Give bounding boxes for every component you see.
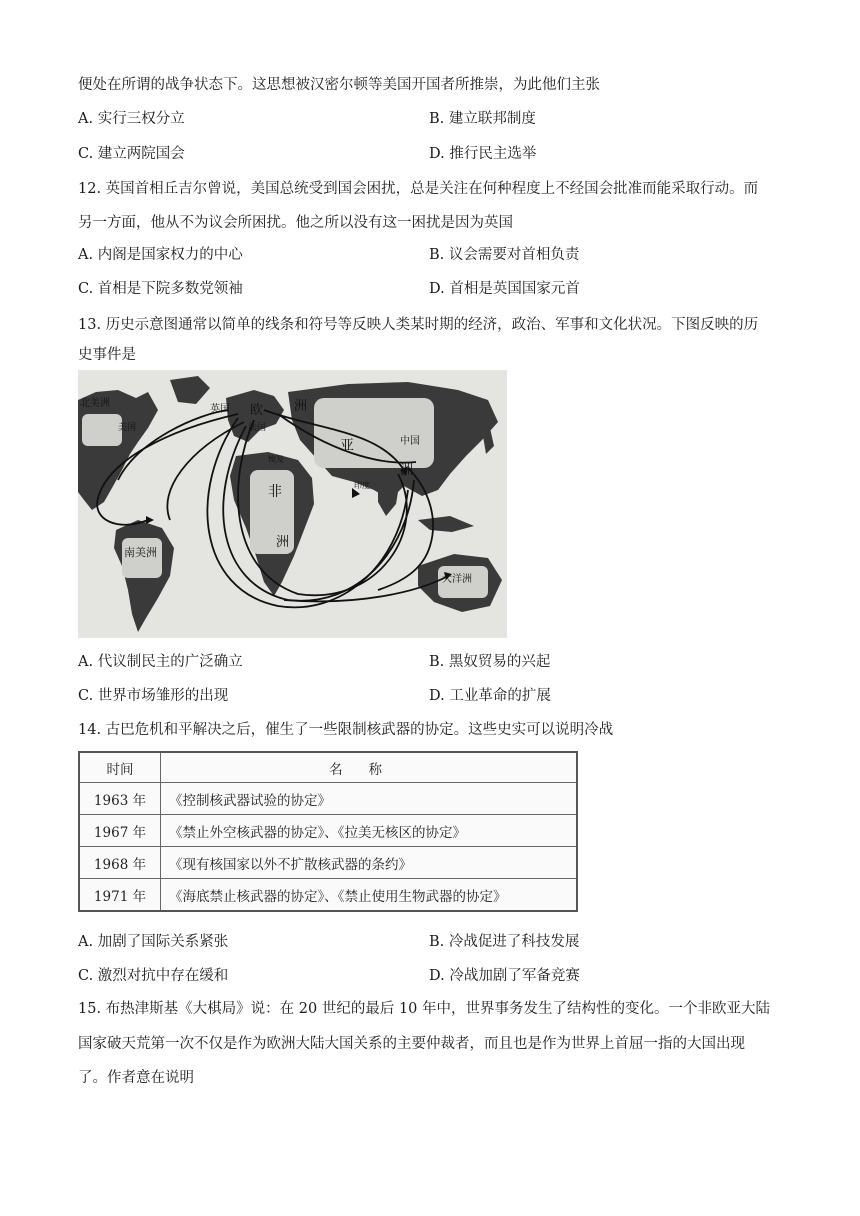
q15-stem-line-2: 国家破天荒第一次不仅是作为欧洲大陆大国关系的主要仲裁者，而且也是作为世界上首屈一指的大国出现 [78,1036,745,1052]
q15-stem-line-3: 了。作者意在说明 [78,1070,194,1086]
q11-options-row-2 [78,142,798,162]
q11-stem-tail: 便处在所谓的战争状态下。这思想被汉密尔顿等美国开国者所推崇，为此他们主张 [78,77,600,93]
label-asia-2: 洲 [400,463,414,478]
header-name: 名称 [161,752,578,783]
row-name: 《海底禁止核武器的协定》、《禁止使用生物武器的协定》 [161,879,578,912]
q14-option-c[interactable]: C. 激烈对抗中存在缓和 [78,968,229,984]
q11-options-row-1 [78,107,798,127]
q11-option-c[interactable]: C. 建立两院国会 [78,146,185,162]
q14-option-b[interactable]: B. 冷战促进了科技发展 [429,934,580,950]
q12-stem-line-2: 另一方面，他从不为议会所困扰。他之所以没有这一困扰是因为英国 [78,215,513,231]
q13-option-a[interactable]: A. 代议制民主的广泛确立 [78,654,243,670]
q11-option-b[interactable]: B. 建立联邦制度 [429,111,536,127]
label-africa-2: 洲 [276,535,290,550]
treaty-table [78,751,578,912]
q12-option-d[interactable]: D. 首相是英国国家元首 [429,281,580,297]
row-year: 1968 年 [79,847,161,879]
label-asia-1: 亚 [340,438,354,454]
q13-option-d[interactable]: D. 工业革命的扩展 [429,688,551,704]
q12-option-a[interactable]: A. 内阁是国家权力的中心 [78,247,243,263]
q14-option-d[interactable]: D. 冷战加剧了军备竞赛 [429,968,580,984]
q14-option-a[interactable]: A. 加剧了国际关系紧张 [78,934,229,950]
label-europe-1: 欧 [250,403,264,418]
q12-option-c[interactable]: C. 首相是下院多数党领袖 [78,281,243,297]
q11-option-d[interactable]: D. 推行民主选举 [429,146,537,162]
q14-options-row-1 [78,930,798,950]
label-us: 美国 [118,423,137,433]
q13-option-b[interactable]: B. 黑奴贸易的兴起 [429,654,551,670]
north-america-highlight [82,414,122,446]
trade-route-map [78,370,507,638]
q13-option-c[interactable]: C. 世界市场雏形的出现 [78,688,229,704]
row-name: 《控制核武器试验的协定》 [161,783,578,815]
q14-options-row-2 [78,964,798,984]
label-egypt: 埃及 [268,455,284,464]
label-africa-1: 非 [268,484,282,500]
header-time: 时间 [79,752,161,783]
world-map-svg [78,370,507,638]
treaty-table-header [79,752,577,783]
q13-options-row-2 [78,684,798,704]
label-china: 中国 [400,436,420,447]
q14-stem: 14. 古巴危机和平解决之后，催生了一些限制核武器的协定。这些史实可以说明冷战 [78,722,614,738]
q12-options-row-1 [78,243,798,263]
q13-stem-line-2: 史事件是 [78,347,136,363]
label-south-america: 南美洲 [124,546,157,559]
label-britain: 英国 [210,404,230,415]
table-row [79,783,577,815]
q15-stem-line-1: 15. 布热津斯基《大棋局》说：在 20 世纪的最后 10 年中，世界事务发生了结构性的变化。一个非欧亚大陆 [78,1001,771,1017]
label-north-america: 北美洲 [80,398,110,409]
label-europe-2: 洲 [294,399,308,414]
table-row [79,879,577,912]
q12-option-b[interactable]: B. 议会需要对首相负责 [429,247,580,263]
label-france: 法国 [248,423,267,433]
q13-options-row-1 [78,650,798,670]
row-year: 1971 年 [79,879,161,912]
q11-option-a[interactable]: A. 实行三权分立 [78,111,185,127]
label-india: 印度 [354,481,370,490]
q12-options-row-2 [78,277,798,297]
q13-stem-line-1: 13. 历史示意图通常以简单的线条和符号等反映人类某时期的经济，政治、军事和文化状况。下图反映的历 [78,317,759,333]
table-row [79,815,577,847]
row-year: 1963 年 [79,783,161,815]
asia-highlight [314,398,434,468]
table-row [79,847,577,879]
row-name: 《现有核国家以外不扩散核武器的条约》 [161,847,578,879]
label-oceania: 大洋洲 [442,574,472,585]
row-name: 《禁止外空核武器的协定》、《拉美无核区的协定》 [161,815,578,847]
row-year: 1967 年 [79,815,161,847]
q12-stem-line-1: 12. 英国首相丘吉尔曾说，美国总统受到国会困扰，总是关注在何种程度上不经国会批准而能采取行动。而 [78,181,759,197]
